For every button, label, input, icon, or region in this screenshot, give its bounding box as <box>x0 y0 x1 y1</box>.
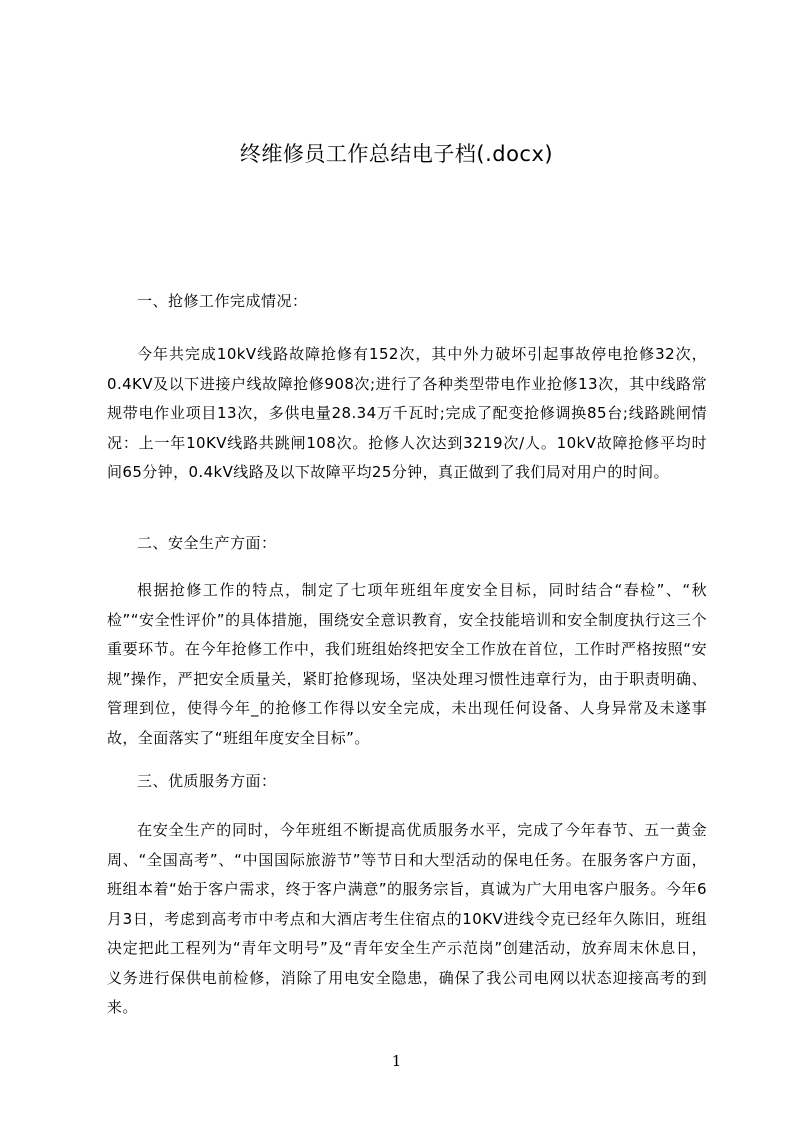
section-body-1: 今年共完成10kV线路故障抢修有152次，其中外力破坏引起事故停电抢修32次，0.4KV及以下进接户线故障抢修908次;进行了各种类型带电作业抢修13次，其中线路常规带电作业项目13次，多供电量28.34万千瓦时;完成了配变抢修调换85台;线路跳闸情况：上一年10KV线路共跳闸108次。抢修人次达到3219次/人。10kV故障抢修平均时间65分钟，0.4kV线路及以下故障平均25分钟，真正做到了我们局对用户的时间。 <box>107 345 707 481</box>
page-number: 1 <box>391 1052 402 1070</box>
document-title: 终维修员工作总结电子档(.docx) <box>239 142 554 166</box>
section-body-3: 在安全生产的同时，今年班组不断提高优质服务水平，完成了今年春节、五一黄金周、“全国高考”、“中国国际旅游节”等节日和大型活动的保电任务。在服务客户方面，班组本着“始于客户需求，终于客户满意”的服务宗旨，真诚为广大用电客户服务。今年6月3日，考虑到高考市中考点和大酒店考生住宿点的10KV进线令克已经年久陈旧，班组决定把此工程列为“青年文明号”及“青年安全生产示范岗”创建活动，放弃周末休息日，义务进行保供电前检修，消除了用电安全隐患，确保了我公司电网以状态迎接高考的到来。 <box>107 821 707 1016</box>
section-heading-3: 三、优质服务方面： <box>137 772 277 790</box>
section-body-2: 根据抢修工作的特点，制定了七项年班组年度安全目标，同时结合“春检”、“秋检”“安全性评价”的具体措施，围绕安全意识教育，安全技能培训和安全制度执行这三个重要环节。在今年抢修工作中，我们班组始终把安全工作放在首位，工作时严格按照“安规”操作，严把安全质量关，紧盯抢修现场，坚决处理习惯性违章行为，由于职责明确、管理到位，使得今年_的抢修工作得以安全完成，未出现任何设备、人身异常及未遂事故，全面落实了“班组年度安全目标”。 <box>107 581 707 747</box>
section-heading-1: 一、抢修工作完成情况： <box>137 292 308 310</box>
section-heading-2: 二、安全生产方面： <box>137 534 277 552</box>
